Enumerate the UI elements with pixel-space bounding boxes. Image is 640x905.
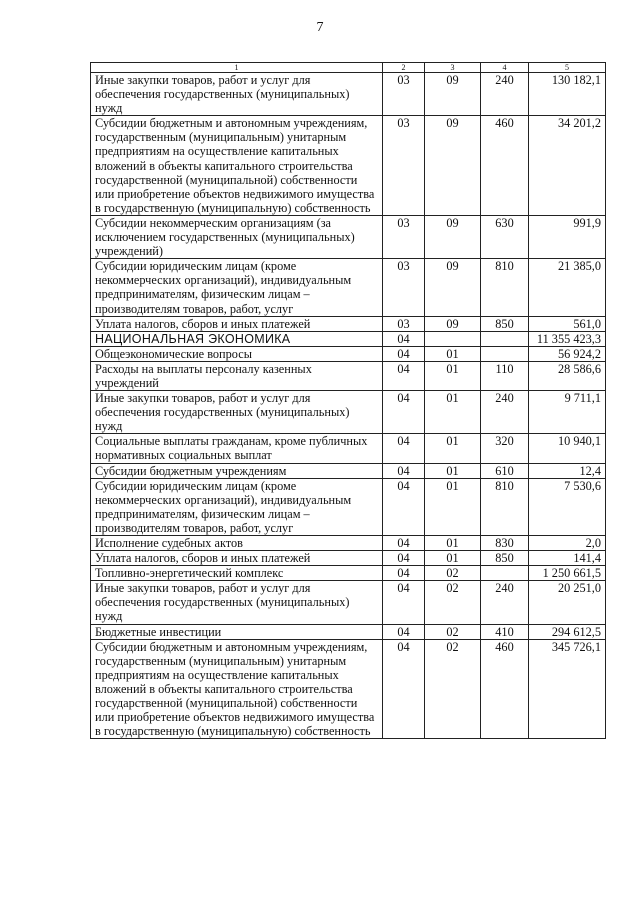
row-expense-type: 320 bbox=[481, 434, 529, 463]
row-section-code: 04 bbox=[383, 346, 425, 361]
table-row bbox=[91, 566, 606, 581]
row-name: Субсидии некоммерческим организациям (за исключением государственных (муниципальных) учреждений) bbox=[91, 215, 383, 258]
table-row bbox=[91, 361, 606, 390]
row-expense-type: 830 bbox=[481, 536, 529, 551]
row-subsection-code: 01 bbox=[425, 346, 481, 361]
row-expense-type: 410 bbox=[481, 624, 529, 639]
row-subsection-code: 09 bbox=[425, 73, 481, 116]
row-subsection-code: 09 bbox=[425, 316, 481, 331]
table-row bbox=[91, 215, 606, 258]
row-expense-type: 810 bbox=[481, 259, 529, 316]
row-expense-type: 460 bbox=[481, 639, 529, 739]
row-amount: 141,4 bbox=[529, 551, 606, 566]
budget-table bbox=[90, 62, 606, 739]
row-name: Субсидии бюджетным и автономным учреждениям, государственным (муниципальным) унитарным предприятиям на осуществление капитальных вложений в объекты капитального строительства государственной (муниципальной) собственности или приобретение объектов недвижимого имущества в государственную (муниципальную) собственность bbox=[91, 116, 383, 216]
header-col-4: 4 bbox=[481, 63, 529, 73]
row-subsection-code: 01 bbox=[425, 361, 481, 390]
table-row bbox=[91, 116, 606, 216]
row-expense-type: 240 bbox=[481, 73, 529, 116]
row-subsection-code: 02 bbox=[425, 639, 481, 739]
row-name: Бюджетные инвестиции bbox=[91, 624, 383, 639]
row-section-code: 04 bbox=[383, 361, 425, 390]
row-subsection-code: 01 bbox=[425, 391, 481, 434]
row-name: Субсидии бюджетным и автономным учреждениям, государственным (муниципальным) унитарным предприятиям на осуществление капитальных вложений в объекты капитального строительства государственной (муниципальной) собственности или приобретение объектов недвижимого имущества в государственную (муниципальную) собственность bbox=[91, 639, 383, 739]
row-amount: 21 385,0 bbox=[529, 259, 606, 316]
row-expense-type: 850 bbox=[481, 316, 529, 331]
row-expense-type: 240 bbox=[481, 581, 529, 624]
row-name: Исполнение судебных актов bbox=[91, 536, 383, 551]
row-expense-type: 110 bbox=[481, 361, 529, 390]
row-amount: 294 612,5 bbox=[529, 624, 606, 639]
row-section-code: 04 bbox=[383, 551, 425, 566]
row-subsection-code: 09 bbox=[425, 215, 481, 258]
row-section-code: 03 bbox=[383, 215, 425, 258]
row-subsection-code: 02 bbox=[425, 624, 481, 639]
row-section-code: 04 bbox=[383, 463, 425, 478]
row-section-code: 03 bbox=[383, 116, 425, 216]
row-subsection-code: 01 bbox=[425, 536, 481, 551]
row-amount: 11 355 423,3 bbox=[529, 331, 606, 346]
row-name: Субсидии юридическим лицам (кроме некоммерческих организаций), индивидуальным предпринимателям, физическим лицам – производителям товаров, работ, услуг bbox=[91, 478, 383, 535]
row-subsection-code: 01 bbox=[425, 463, 481, 478]
row-amount: 991,9 bbox=[529, 215, 606, 258]
table-row bbox=[91, 536, 606, 551]
row-section-code: 03 bbox=[383, 316, 425, 331]
header-col-5: 5 bbox=[529, 63, 606, 73]
table-row bbox=[91, 434, 606, 463]
row-name: Субсидии юридическим лицам (кроме некоммерческих организаций), индивидуальным предпринимателям, физическим лицам – производителям товаров, работ, услуг bbox=[91, 259, 383, 316]
row-subsection-code: 02 bbox=[425, 566, 481, 581]
row-subsection-code: 02 bbox=[425, 581, 481, 624]
header-col-2: 2 bbox=[383, 63, 425, 73]
row-name: Топливно-энергетический комплекс bbox=[91, 566, 383, 581]
row-name: Иные закупки товаров, работ и услуг для обеспечения государственных (муниципальных) нужд bbox=[91, 73, 383, 116]
row-section-code: 04 bbox=[383, 331, 425, 346]
table-row bbox=[91, 331, 606, 346]
row-subsection-code: 01 bbox=[425, 434, 481, 463]
row-name: Иные закупки товаров, работ и услуг для обеспечения государственных (муниципальных) нужд bbox=[91, 581, 383, 624]
row-name: Иные закупки товаров, работ и услуг для обеспечения государственных (муниципальных) нужд bbox=[91, 391, 383, 434]
row-section-code: 04 bbox=[383, 478, 425, 535]
row-amount: 561,0 bbox=[529, 316, 606, 331]
row-expense-type: 240 bbox=[481, 391, 529, 434]
row-name: Общеэкономические вопросы bbox=[91, 346, 383, 361]
row-subsection-code: 01 bbox=[425, 551, 481, 566]
row-amount: 12,4 bbox=[529, 463, 606, 478]
row-amount: 34 201,2 bbox=[529, 116, 606, 216]
row-subsection-code bbox=[425, 331, 481, 346]
table-row bbox=[91, 478, 606, 535]
row-amount: 10 940,1 bbox=[529, 434, 606, 463]
row-expense-type: 610 bbox=[481, 463, 529, 478]
row-expense-type bbox=[481, 331, 529, 346]
row-section-code: 04 bbox=[383, 434, 425, 463]
table-body bbox=[91, 73, 606, 739]
row-expense-type bbox=[481, 566, 529, 581]
row-section-code: 04 bbox=[383, 391, 425, 434]
row-amount: 9 711,1 bbox=[529, 391, 606, 434]
table-row bbox=[91, 551, 606, 566]
row-section-code: 03 bbox=[383, 73, 425, 116]
row-expense-type bbox=[481, 346, 529, 361]
row-amount: 56 924,2 bbox=[529, 346, 606, 361]
row-section-code: 04 bbox=[383, 624, 425, 639]
table-row bbox=[91, 581, 606, 624]
row-section-code: 04 bbox=[383, 581, 425, 624]
row-section-code: 04 bbox=[383, 536, 425, 551]
header-col-1: 1 bbox=[91, 63, 383, 73]
header-col-3: 3 bbox=[425, 63, 481, 73]
row-amount: 20 251,0 bbox=[529, 581, 606, 624]
row-name: Социальные выплаты гражданам, кроме публичных нормативных социальных выплат bbox=[91, 434, 383, 463]
page-number: 7 bbox=[316, 20, 324, 35]
row-amount: 28 586,6 bbox=[529, 361, 606, 390]
row-amount: 2,0 bbox=[529, 536, 606, 551]
row-subsection-code: 09 bbox=[425, 259, 481, 316]
row-name: Уплата налогов, сборов и иных платежей bbox=[91, 551, 383, 566]
row-section-code: 03 bbox=[383, 259, 425, 316]
row-name: Расходы на выплаты персоналу казенных учреждений bbox=[91, 361, 383, 390]
row-amount: 1 250 661,5 bbox=[529, 566, 606, 581]
row-subsection-code: 01 bbox=[425, 478, 481, 535]
row-expense-type: 850 bbox=[481, 551, 529, 566]
table-row bbox=[91, 73, 606, 116]
row-expense-type: 460 bbox=[481, 116, 529, 216]
row-name: Субсидии бюджетным учреждениям bbox=[91, 463, 383, 478]
row-amount: 7 530,6 bbox=[529, 478, 606, 535]
table-row bbox=[91, 463, 606, 478]
header-row bbox=[91, 63, 606, 73]
table-row bbox=[91, 346, 606, 361]
row-amount: 130 182,1 bbox=[529, 73, 606, 116]
table-row bbox=[91, 259, 606, 316]
row-section-code: 04 bbox=[383, 566, 425, 581]
row-name: Уплата налогов, сборов и иных платежей bbox=[91, 316, 383, 331]
row-expense-type: 810 bbox=[481, 478, 529, 535]
row-name: НАЦИОНАЛЬНАЯ ЭКОНОМИКА bbox=[91, 331, 383, 346]
table-row bbox=[91, 316, 606, 331]
row-subsection-code: 09 bbox=[425, 116, 481, 216]
row-amount: 345 726,1 bbox=[529, 639, 606, 739]
row-section-code: 04 bbox=[383, 639, 425, 739]
table-row bbox=[91, 391, 606, 434]
row-expense-type: 630 bbox=[481, 215, 529, 258]
table-row bbox=[91, 624, 606, 639]
table-row bbox=[91, 639, 606, 739]
